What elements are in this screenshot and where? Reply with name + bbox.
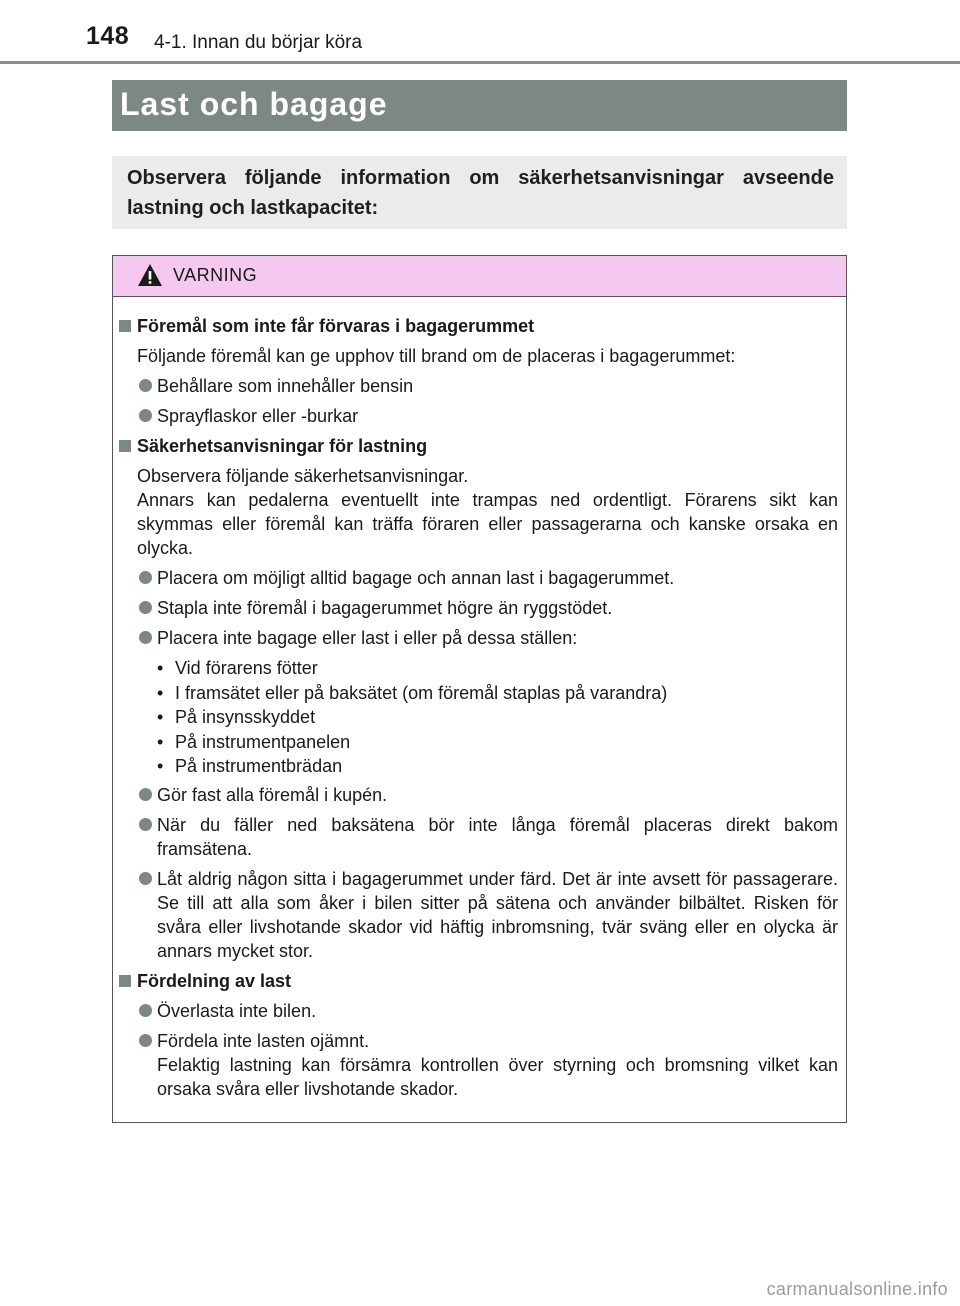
- bullet-dot-icon: [139, 818, 152, 831]
- square-bullet-icon: [119, 320, 131, 332]
- sub-list: [113, 656, 846, 779]
- section-heading-text: Säkerhetsanvisningar för lastning: [137, 436, 428, 456]
- bullet-dot-icon: [139, 631, 152, 644]
- warning-box: [112, 255, 847, 1123]
- bullet-text: Behållare som innehåller bensin: [157, 376, 414, 396]
- section-heading-text: Fördelning av last: [137, 970, 292, 991]
- bullet-item: [113, 867, 846, 963]
- square-bullet-icon: [119, 440, 131, 452]
- square-bullet-icon: [119, 975, 131, 987]
- section-heading: [113, 434, 846, 458]
- bullet-item: [113, 783, 846, 807]
- bullet-dot-icon: [139, 601, 152, 614]
- bullet-item: [113, 566, 846, 590]
- bullet-text: Stapla inte föremål i bagagerummet högre än ryggstödet.: [157, 598, 613, 618]
- warning-triangle-icon: [137, 263, 163, 287]
- section-breadcrumb: 4-1. Innan du börjar köra: [154, 32, 363, 53]
- paragraph: Följande föremål kan ge upphov till brand om de placeras i bagagerummet:: [137, 346, 736, 366]
- bullet-item: [113, 1029, 846, 1101]
- sub-item: [113, 730, 846, 755]
- section-heading: [113, 969, 846, 993]
- bullet-text: Fördela inte lasten ojämnt.: [157, 1030, 370, 1051]
- bullet-text: Överlasta inte bilen.: [157, 1000, 317, 1021]
- bullet-dot-icon: [139, 1004, 152, 1017]
- bullet-text: Gör fast alla föremål i kupén.: [157, 784, 388, 805]
- bullet-item: [113, 404, 846, 428]
- bullet-text: Placera om möjligt alltid bagage och annan last i bagagerummet.: [157, 568, 675, 588]
- sub-item-text: På insynsskyddet: [175, 707, 316, 727]
- sub-item: [113, 656, 846, 681]
- section-heading: [113, 314, 846, 338]
- bullet-text: Placera inte bagage eller last i eller på dessa ställen:: [157, 628, 578, 648]
- paragraph-line: Annars kan pedalerna eventuellt inte trampas ned ordentligt. Förarens sikt kan skymmas eller föremål kan träffa föraren eller passagerarna och kanske orsaka en olycka.: [137, 490, 838, 558]
- bullet-dot-icon: [139, 788, 152, 801]
- sub-mark: •: [157, 658, 164, 678]
- sub-mark: •: [157, 756, 164, 776]
- section-heading-text: Föremål som inte får förvaras i bagagerummet: [137, 316, 535, 336]
- bullet-item: [113, 374, 846, 398]
- warning-body: [113, 314, 846, 1107]
- sub-item-text: På instrumentpanelen: [175, 731, 351, 752]
- bullet-text: När du fäller ned baksätena bör inte långa föremål placeras direkt bakom framsätena.: [157, 814, 838, 859]
- warning-header: [113, 256, 846, 297]
- sub-mark: •: [157, 731, 164, 752]
- watermark: carmanualsonline.info: [766, 1279, 948, 1299]
- bullet-item: [113, 626, 846, 650]
- page-header: [86, 22, 886, 56]
- bullet-dot-icon: [139, 409, 152, 422]
- sub-item: [113, 754, 846, 779]
- bullet-item: [113, 999, 846, 1023]
- paragraph: [113, 464, 846, 560]
- bullet-text: Sprayflaskor eller -burkar: [157, 406, 359, 426]
- bullet-item: [113, 813, 846, 861]
- bullet-text: Låt aldrig någon sitta i bagagerummet under färd. Det är inte avsett för passagerare. Se till att alla som åker i bilen sitter på sätena och använder bilbältet. Risken för svåra eller livshotande skador vid häftig inbromsning, tvär sväng eller en olycka är annars mycket stor.: [157, 868, 838, 961]
- intro-box: [112, 156, 847, 229]
- header-divider: [0, 61, 960, 64]
- bullet-dot-icon: [139, 379, 152, 392]
- sub-mark: •: [157, 682, 164, 703]
- sub-mark: •: [157, 707, 164, 727]
- sub-item: [113, 681, 846, 706]
- page-title: Last och bagage: [120, 86, 388, 122]
- title-bar: [112, 80, 847, 131]
- warning-label: VARNING: [173, 265, 258, 285]
- bullet-dot-icon: [139, 571, 152, 584]
- sub-item: [113, 705, 846, 730]
- sub-item-text: I framsätet eller på baksätet (om föremål staplas på varandra): [175, 682, 668, 703]
- paragraph-line: Observera följande säkerhetsanvisningar.: [137, 466, 469, 486]
- bullet-dot-icon: [139, 1034, 152, 1047]
- sub-item-text: Vid förarens fötter: [175, 658, 318, 678]
- bullet-text-extra: Felaktig lastning kan försämra kontrollen över styrning och bromsning vilket kan orsaka svåra eller livshotande skador.: [157, 1054, 838, 1099]
- page-number: 148: [86, 22, 130, 50]
- bullet-item: [113, 596, 846, 620]
- sub-item-text: På instrumentbrädan: [175, 756, 343, 776]
- intro-text: Observera följande information om säkerhetsanvisningar avseende lastning och lastkapacitet:: [127, 167, 834, 219]
- bullet-dot-icon: [139, 872, 152, 885]
